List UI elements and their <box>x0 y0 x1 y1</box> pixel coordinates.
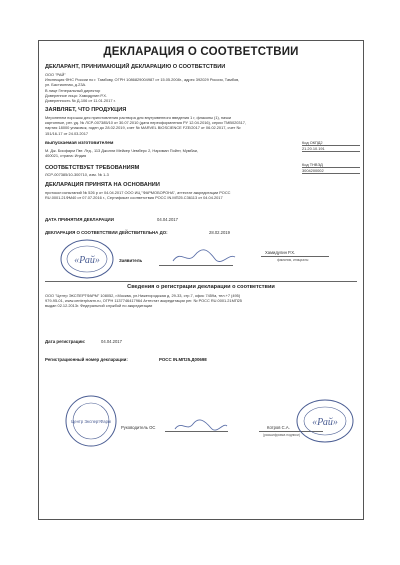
applicant-name-line <box>261 256 329 257</box>
applicant-stamp-text: «Рай» <box>74 255 100 266</box>
basis-heading: ДЕКЛАРАЦИЯ ПРИНЯТА НА ОСНОВАНИИ <box>45 182 160 188</box>
os-stamp-text: Центр ЭкспертФарм <box>71 419 111 424</box>
registration-date-value: 04.04.2017 <box>101 339 122 344</box>
registration-date-label: Дата регистрации: <box>45 339 86 344</box>
basis-line: RU.0001.21ФМ40 от 07.07.2016 г., Сертификат соответствия РОСС IN.МП25.С36113 от 04.04.2017 <box>45 195 223 201</box>
applicant-sign-label: Заявитель <box>119 258 143 263</box>
applicant-sign-caption: фамилия, инициалы <box>277 258 309 262</box>
applicant-line: Инспекция ФНС России по г. Тамбову, ОГРН 1086829004987 от 15.05.2008г., адрес 392029 Россия, Тамбов, <box>45 77 240 83</box>
validity-date-value: 28.02.2019 <box>209 230 230 235</box>
acceptance-date-value: 04.04.2017 <box>157 217 178 222</box>
product-line: партия 18000 упаковок, годен до 28.02.2019, счет № MARVEL BIOSCIENCE FZE/2017 от 06.02.2017, счет № <box>45 125 241 131</box>
applicant-sign-name: Хамидулин Р.Х. <box>265 250 296 255</box>
applicant-line: ул. Бастионная, д.23А. <box>45 82 87 88</box>
bottom-stamp-text: «Рай» <box>312 417 338 428</box>
document-title: ДЕКЛАРАЦИЯ О СООТВЕТСТВИИ <box>103 46 299 58</box>
applicant-line: Доверенность № Д-106 от 11.01.2017 г. <box>45 98 116 104</box>
manufacturer-heading: выпускаемая изготовителем <box>45 141 114 146</box>
applicant-signature <box>169 247 239 267</box>
declares-heading: ЗАЯВЛЯЕТ, ЧТО ПРОДУКЦИЯ <box>45 107 127 113</box>
registration-line: 979-95-01, www.centerpharm.ru, ОГРН 1137746417964 Аттестат аккредитации рег. № РОСС RU.0001.21МП25 <box>45 298 242 304</box>
requirements-line: ЛСР-007385/10-300710, изм. № 1-3 <box>45 172 109 177</box>
manufacturer-details <box>45 148 198 158</box>
os-round-stamp <box>63 393 119 449</box>
okpd-code-box <box>302 140 360 152</box>
registration-line: выдан 02.12.2013г. Федеральной службой по аккредитации <box>45 303 153 309</box>
declaration-sheet <box>38 40 364 520</box>
product-line: картонные, рег. уд. № ЛСР-007385/10 от 30.07.2010 (дата переоформления РУ 12.04.2016), серии TMB020317, <box>45 120 247 126</box>
applicant-line: Доверенное лицо: Хамидулин Р.Х. <box>45 92 108 98</box>
acceptance-date-label: ДАТА ПРИНЯТИЯ ДЕКЛАРАЦИИ <box>45 217 114 222</box>
validity-label: ДЕКЛАРАЦИЯ О СООТВЕТСТВИИ ДЕЙСТВИТЕЛЬНА ДО: <box>45 230 168 235</box>
basis-details <box>45 190 230 200</box>
os-sign-caption: (расшифровка подписи) <box>263 433 300 437</box>
applicant-line: ООО "РАЙ" <box>45 72 66 77</box>
registration-number-label: Регистрационный номер декларации: <box>45 357 128 362</box>
product-line: 151/16-17 от 24.03.2017 <box>45 130 89 136</box>
applicant-round-stamp-bottom <box>293 397 357 445</box>
registration-line: ООО "Центр ЭКСПЕРТФАРМ" 108052, г.Москва, ул.Нижегородская д. 29-33, стр.7, офис 7459а, тел.+7 (495) <box>45 293 241 298</box>
registration-heading: Сведения о регистрации декларации о соответствии <box>127 284 275 290</box>
requirements-heading: СООТВЕТСТВУЕТ ТРЕБОВАНИЯМ <box>45 165 140 171</box>
applicant-details <box>45 72 239 103</box>
manufacturer-line: М. Дж. Биофарм Пвт. Лтд., 113 Джолли Мейкер Чемберс 2, Нариман Пойнт, Мумбаи, <box>45 148 198 153</box>
applicant-round-stamp <box>57 238 117 280</box>
okpd-value: 21.20.10.191 <box>302 145 360 152</box>
manufacturer-line: 400021, страна: Индия <box>45 153 87 159</box>
basis-line: протокол испытаний № 526 р от 04.04.2017 ООО ИЦ "ФАРМОБОРОНА", аттестат аккредитации РОСС <box>45 190 231 195</box>
tnved-label: Код ТНВЭД <box>302 162 323 167</box>
tnved-code-box <box>302 162 360 174</box>
applicant-heading: ДЕКЛАРАНТ, ПРИНИМАЮЩИЙ ДЕКЛАРАЦИЮ О СООТВЕТСТВИИ <box>45 64 226 70</box>
applicant-line: В лице Генеральный директор <box>45 87 101 93</box>
os-sign-name: Котров С.А. <box>267 425 290 430</box>
okpd-label: Код ОКПД2 <box>302 140 323 145</box>
registration-details <box>45 293 242 309</box>
product-line: Меропенем порошок для приготовления раствора для внутривенного введения 1 г, флаконы (1), пачки <box>45 115 232 120</box>
section-divider <box>45 281 357 282</box>
os-signature <box>171 417 231 435</box>
os-sign-label: Руководитель ОС <box>121 425 156 430</box>
registration-number-value: РОСС IN.МП25.Д00698 <box>159 357 207 362</box>
product-details <box>45 115 246 136</box>
tnved-value: 3004200002 <box>302 167 360 174</box>
